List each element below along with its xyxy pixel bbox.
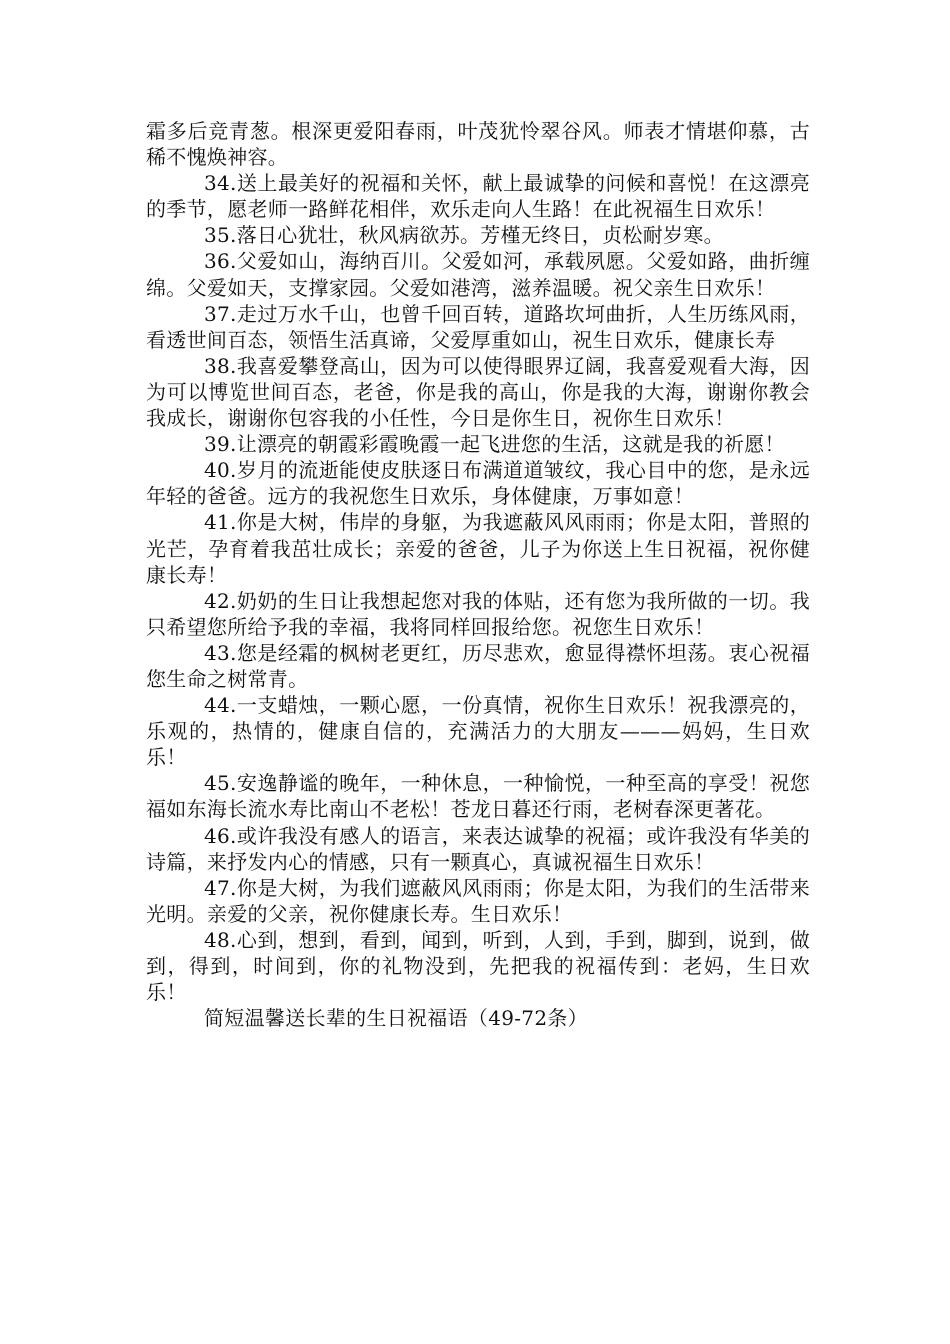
blessing-37: 37.走过万水千山，也曾千回百转，道路坎坷曲折，人生历练风雨，看透世间百态，领悟生活真谛，父爱厚重如山，祝生日欢乐，健康长寿	[146, 301, 810, 352]
blessing-40: 40.岁月的流逝能使皮肤逐日布满道道皱纹，我心目中的您，是永远年轻的爸爸。远方的我祝您生日欢乐，身体健康，万事如意！	[146, 458, 810, 509]
section-heading: 简短温馨送长辈的生日祝福语（49-72条）	[204, 1006, 588, 1031]
blessing-42: 42.奶奶的生日让我想起您对我的体贴，还有您为我所做的一切。我只希望您所给予我的幸福，我将同样回报给您。祝您生日欢乐！	[146, 588, 810, 639]
blessing-41: 41.你是大树，伟岸的身躯，为我遮蔽风风雨雨；你是太阳，普照的光芒，孕育着我茁壮成长；亲爱的爸爸，儿子为你送上生日祝福，祝你健康长寿！	[146, 510, 810, 587]
blessing-47: 47.你是大树，为我们遮蔽风风雨雨；你是太阳，为我们的生活带来光明。亲爱的父亲，祝你健康长寿。生日欢乐！	[146, 875, 810, 926]
paragraph-continued: 霜多后竞青葱。根深更爱阳春雨，叶茂犹怜翠谷风。师表才情堪仰慕，古稀不愧焕神容。	[146, 119, 810, 170]
blessing-38: 38.我喜爱攀登高山，因为可以使得眼界辽阔，我喜爱观看大海，因为可以博览世间百态，老爸，你是我的高山，你是我的大海，谢谢你教会我成长，谢谢你包容我的小任性，今日是你生日，祝你生日欢乐！	[146, 353, 810, 431]
blessing-44: 44.一支蜡烛，一颗心愿，一份真情，祝你生日欢乐！祝我漂亮的，乐观的，热情的，健康自信的，充满活力的大朋友———妈妈，生日欢乐！	[146, 693, 810, 770]
blessing-36: 36.父爱如山，海纳百川。父爱如河，承载夙愿。父爱如路，曲折缠绵。父爱如天，支撑家园。父爱如港湾，滋养温暖。祝父亲生日欢乐！	[146, 249, 810, 300]
blessing-45: 45.安逸静谧的晚年，一种休息，一种愉悦，一种至高的享受！祝您福如东海长流水寿比南山不老松！苍龙日暮还行雨，老树春深更著花。	[146, 771, 810, 822]
blessing-48: 48.心到，想到，看到，闻到，听到，人到，手到，脚到，说到，做到，得到，时间到，你的礼物没到，先把我的祝福传到：老妈，生日欢乐！	[146, 927, 810, 1005]
document-page	[146, 118, 810, 1031]
blessing-43: 43.您是经霜的枫树老更红，历尽悲欢，愈显得襟怀坦荡。衷心祝福您生命之树常青。	[146, 640, 810, 691]
blessing-39: 39.让漂亮的朝霞彩霞晚霞一起飞进您的生活，这就是我的祈愿！	[204, 432, 785, 457]
blessing-34: 34.送上最美好的祝福和关怀，献上最诚挚的问候和喜悦！在这漂亮的季节，愿老师一路鲜花相伴，欢乐走向人生路！在此祝福生日欢乐！	[146, 171, 810, 222]
blessing-35: 35.落日心犹壮，秋风病欲苏。芳槿无终日，贞松耐岁寒。	[204, 223, 724, 248]
blessing-46: 46.或许我没有感人的语言，来表达诚挚的祝福；或许我没有华美的诗篇，来抒发内心的情感，只有一颗真心，真诚祝福生日欢乐！	[146, 823, 810, 874]
